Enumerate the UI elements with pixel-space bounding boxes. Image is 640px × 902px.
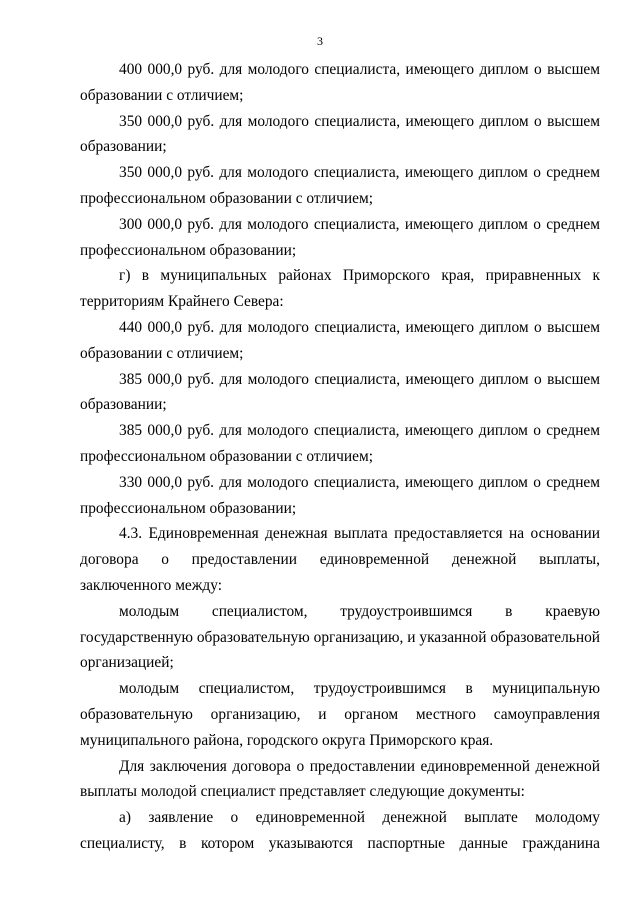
paragraph-385000-secondary-honors: 385 000,0 руб. для молодого специалиста, имеющего диплом о среднем профессиональном образовании с отличием; (80, 422, 600, 465)
document-body (80, 57, 600, 857)
paragraph-regional-organization: молодым специалистом, трудоустроившимся в краевую государственную образовательную организацию, и указанной образовательной организацией; (80, 602, 600, 672)
paragraph-330000-secondary: 330 000,0 руб. для молодого специалиста, имеющего диплом о среднем профессиональном образовании; (80, 473, 600, 517)
paragraph-300000-secondary: 300 000,0 руб. для молодого специалиста, имеющего диплом о среднем профессиональном образовании; (80, 215, 600, 259)
paragraph-documents-intro: Для заключения договора о предоставлении единовременной денежной выплаты молодой специалист представляет следующие документы: (80, 757, 600, 801)
paragraph-350000-secondary-honors: 350 000,0 руб. для молодого специалиста, имеющего диплом о среднем профессиональном образовании с отличием; (80, 164, 600, 207)
page-number: 3 (317, 34, 323, 48)
paragraph-item-g-far-north: г) в муниципальных районах Приморского края, приравненных к территориям Крайнего Севера: (80, 267, 600, 311)
paragraph-440000-higher-honors: 440 000,0 руб. для молодого специалиста, имеющего диплом о высшем образовании с отличием; (80, 318, 600, 362)
paragraph-350000-higher: 350 000,0 руб. для молодого специалиста, имеющего диплом о высшем образовании; (80, 112, 600, 156)
paragraph-municipal-organization: молодым специалистом, трудоустроившимся в муниципальную образовательную организацию, и органом местного самоуправления муниципального района, городского округа Приморского края. (80, 680, 600, 749)
paragraph-400000-higher-honors: 400 000,0 руб. для молодого специалиста, имеющего диплом о высшем образовании с отличием; (80, 61, 600, 104)
paragraph-4-3-contract-basis: 4.3. Единовременная денежная выплата предоставляется на основании договора о предоставлении единовременной денежной выплаты, заключенного между: (80, 525, 600, 594)
paragraph-item-a-application: а) заявление о единовременной денежной выплате молодому специалисту, в котором указываются паспортные данные гражданина (80, 809, 600, 852)
paragraph-385000-higher: 385 000,0 руб. для молодого специалиста, имеющего диплом о высшем образовании; (80, 370, 600, 414)
